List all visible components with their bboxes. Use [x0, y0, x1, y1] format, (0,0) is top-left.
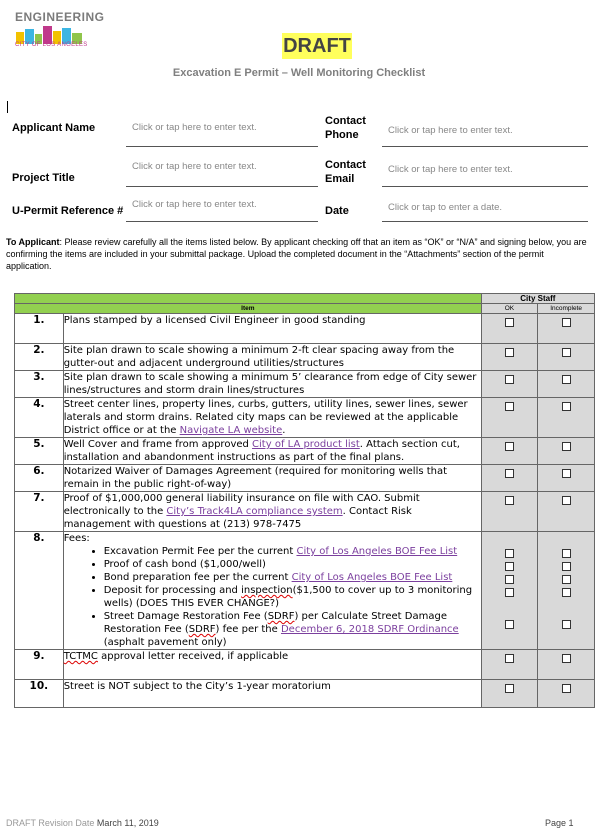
ok-checkbox-cell — [481, 680, 538, 708]
incomplete-checkbox-cell — [538, 344, 595, 371]
ok-checkbox[interactable] — [505, 469, 514, 478]
contact-phone-label-l1: Contact — [325, 115, 366, 127]
ok-checkbox-cell — [481, 344, 538, 371]
table-row — [15, 344, 595, 371]
row-number: 10. — [15, 680, 64, 708]
navigate-la-link[interactable]: Navigate LA website — [179, 425, 283, 436]
ok-checkbox[interactable] — [505, 496, 514, 505]
contact-phone-field[interactable]: Click or tap here to enter text. — [388, 125, 513, 136]
row-number: 6. — [15, 465, 64, 492]
row-text-body: Street center lines, property lines, curbs, gutters, utility lines, sewer lines, sewer laterals and storm drains. Related city maps can be reviewed at the applicable District office or at the — [63, 399, 468, 436]
ok-checkbox[interactable] — [505, 588, 514, 597]
ok-checkbox[interactable] — [505, 654, 514, 663]
row-text-body: Proof of $1,000,000 general liability insurance on file with CAO. Submit electronically to the — [63, 493, 420, 517]
fee-text: (asphalt pavement only) — [103, 637, 227, 648]
incomplete-checkbox[interactable] — [562, 684, 571, 693]
boe-fee-list-link[interactable]: City of Los Angeles BOE Fee List — [291, 572, 453, 583]
header-green-band — [15, 294, 482, 304]
logo-engineering: ENGINEERING — [15, 10, 105, 24]
contact-email-underline — [382, 186, 588, 187]
incomplete-checkbox[interactable] — [562, 442, 571, 451]
row-number: 5. — [15, 438, 64, 465]
table-row — [15, 371, 595, 398]
table-row — [15, 438, 595, 465]
fee-text: ) fee per the — [215, 624, 281, 635]
contact-phone-label — [325, 114, 366, 142]
ok-checkbox[interactable] — [505, 318, 514, 327]
row-text-body: Well Cover and frame from approved — [63, 439, 253, 450]
ok-checkbox-cell — [481, 465, 538, 492]
la-product-list-link[interactable]: City of LA product list — [252, 439, 360, 450]
ok-checkbox[interactable] — [505, 562, 514, 571]
row-number: 2. — [15, 344, 64, 371]
fee-text-flagged: SDRF — [188, 624, 216, 635]
applicant-name-label: Applicant Name — [12, 122, 96, 134]
incomplete-checkbox-cell — [538, 680, 595, 708]
ok-checkbox-cell — [481, 532, 538, 650]
instructions-lead: To Applicant — [6, 237, 60, 247]
row-text: Site plan drawn to scale showing a minimum 5’ clearance from edge of City sewer lines/structures and storm drain lines/structures — [63, 371, 481, 398]
incomplete-checkbox-cell — [538, 371, 595, 398]
revision-date-value: March 11, 2019 — [96, 818, 159, 828]
fee-item — [104, 571, 481, 584]
row-number: 9. — [15, 650, 64, 680]
ok-checkbox-cell — [481, 438, 538, 465]
fee-text: ($1,500 to cover up to 3 monitoring wells) (DOES THIS EVER CHANGE?) — [103, 585, 473, 609]
ok-checkbox[interactable] — [505, 442, 514, 451]
page-number: Page 1 — [545, 818, 574, 828]
row-text: Notarized Waiver of Damages Agreement (required for monitoring wells that remain in the public right-of-way) — [63, 465, 481, 492]
incomplete-checkbox[interactable] — [562, 375, 571, 384]
incomplete-checkbox[interactable] — [562, 496, 571, 505]
table-row — [15, 465, 595, 492]
incomplete-checkbox[interactable] — [562, 588, 571, 597]
row-text: Street is NOT subject to the City’s 1-year moratorium — [63, 680, 481, 708]
ok-checkbox-cell — [481, 650, 538, 680]
fee-item — [104, 558, 481, 571]
sdrf-ordinance-link[interactable]: December 6, 2018 SDRF Ordinance — [280, 624, 459, 635]
upermit-label: U-Permit Reference # — [12, 205, 124, 217]
contact-email-label-l1: Contact — [325, 159, 366, 171]
fee-text: Excavation Permit Fee per the current — [103, 546, 297, 557]
boe-fee-list-link[interactable]: City of Los Angeles BOE Fee List — [296, 546, 458, 557]
row-number: 3. — [15, 371, 64, 398]
incomplete-checkbox[interactable] — [562, 469, 571, 478]
row-text — [63, 650, 481, 680]
fee-text: ) per Calculate Street Damage Restoration Fee ( — [103, 611, 447, 635]
incomplete-checkbox-cell — [538, 398, 595, 438]
date-label: Date — [325, 205, 349, 217]
project-title-field[interactable]: Click or tap here to enter text. — [132, 161, 257, 172]
table-subheader-row — [15, 304, 595, 314]
row-text-tail: approval letter received, if applicable — [97, 651, 289, 662]
fee-item — [104, 610, 481, 649]
contact-phone-label-l2: Phone — [325, 129, 359, 141]
contact-phone-underline — [382, 146, 588, 147]
ok-checkbox[interactable] — [505, 402, 514, 411]
table-row — [15, 398, 595, 438]
ok-checkbox[interactable] — [505, 549, 514, 558]
upermit-underline — [126, 221, 318, 222]
fee-text: Bond preparation fee per the current — [103, 572, 292, 583]
row-number: 8. — [15, 532, 64, 650]
row-text-flagged: TCTMC — [63, 651, 98, 662]
table-row-fees — [15, 532, 595, 650]
ok-checkbox[interactable] — [505, 620, 514, 629]
contact-email-field[interactable]: Click or tap here to enter text. — [388, 164, 513, 175]
table-header-row — [15, 294, 595, 304]
incomplete-checkbox[interactable] — [562, 620, 571, 629]
date-underline — [382, 221, 588, 222]
ok-checkbox-cell — [481, 371, 538, 398]
fees-heading: Fees: — [63, 533, 90, 544]
row-text — [63, 438, 481, 465]
table-row — [15, 492, 595, 532]
row-text-tail: . Contact Risk management with questions at (213) 978-7475 — [63, 506, 412, 530]
ok-checkbox-cell — [481, 398, 538, 438]
incomplete-checkbox-cell — [538, 492, 595, 532]
ok-checkbox[interactable] — [505, 684, 514, 693]
row-number: 4. — [15, 398, 64, 438]
project-title-underline — [126, 186, 318, 187]
ok-checkbox[interactable] — [505, 348, 514, 357]
logo-city-text: CITY OF LOS ANGELES — [15, 42, 88, 48]
row-number: 7. — [15, 492, 64, 532]
fee-text-flagged: SDRF — [267, 611, 295, 622]
incomplete-checkbox-cell — [538, 465, 595, 492]
upermit-field[interactable]: Click or tap here to enter text. — [132, 199, 257, 210]
applicant-name-underline — [126, 146, 318, 147]
table-row — [15, 680, 595, 708]
incomplete-checkbox[interactable] — [562, 575, 571, 584]
incomplete-checkbox-cell — [538, 314, 595, 344]
revision-label: DRAFT Revision Date — [6, 818, 95, 828]
track4la-link[interactable]: City’s Track4LA compliance system — [166, 506, 343, 517]
row-number: 1. — [15, 314, 64, 344]
incomplete-header: Incomplete — [538, 304, 595, 314]
incomplete-checkbox[interactable] — [562, 562, 571, 571]
row-text — [63, 532, 481, 650]
row-text-tail: . — [282, 425, 286, 436]
applicant-name-field[interactable]: Click or tap here to enter text. — [132, 122, 257, 133]
date-field[interactable]: Click or tap to enter a date. — [388, 202, 503, 213]
table-row — [15, 314, 595, 344]
fee-item — [104, 545, 481, 558]
fee-text: Street Damage Restoration Fee ( — [103, 611, 268, 622]
fee-text: Deposit for processing and — [103, 585, 242, 596]
ok-checkbox[interactable] — [505, 575, 514, 584]
city-staff-header: City Staff — [481, 294, 594, 304]
incomplete-checkbox[interactable] — [562, 402, 571, 411]
ok-header: OK — [481, 304, 538, 314]
row-text: Site plan drawn to scale showing a minimum 2-ft clear spacing away from the gutter-out and adjacent underground utilities/structures — [63, 344, 481, 371]
incomplete-checkbox-cell — [538, 438, 595, 465]
ok-checkbox-cell — [481, 314, 538, 344]
revision-date — [6, 818, 159, 828]
incomplete-checkbox[interactable] — [562, 654, 571, 663]
applicant-instructions — [6, 236, 588, 272]
document-title: Excavation E Permit – Well Monitoring Checklist — [172, 67, 426, 79]
row-text — [63, 492, 481, 532]
incomplete-checkbox[interactable] — [562, 318, 571, 327]
text-cursor — [7, 101, 8, 113]
table-row — [15, 650, 595, 680]
incomplete-checkbox[interactable] — [562, 348, 571, 357]
item-header: Item — [15, 304, 482, 314]
fees-list — [64, 545, 481, 649]
contact-email-label — [325, 158, 366, 186]
row-text-tail: . Attach section cut, installation and abandonment instructions as part of the final plans. — [63, 439, 460, 463]
ok-checkbox[interactable] — [505, 375, 514, 384]
fee-text: Proof of cash bond ($1,000/well) — [103, 559, 266, 570]
fee-text-flagged: inspection — [241, 585, 293, 596]
draft-banner: DRAFT — [283, 35, 351, 57]
contact-email-label-l2: Email — [325, 173, 355, 185]
project-title-label: Project Title — [12, 172, 75, 184]
ok-checkbox-cell — [481, 492, 538, 532]
row-text: Plans stamped by a licensed Civil Engineer in good standing — [63, 314, 481, 344]
fee-item — [104, 584, 481, 610]
row-text — [63, 398, 481, 438]
incomplete-checkbox-cell — [538, 650, 595, 680]
incomplete-checkbox-cell — [538, 532, 595, 650]
incomplete-checkbox[interactable] — [562, 549, 571, 558]
instructions-text: : Please review carefully all the items listed below. By applicant checking off that an item as “OK” or “N/A” and signing below, you are confirming the items are included in your submittal package. Upload the completed document in the “Attachments” section of the permit application. — [6, 237, 587, 271]
checklist-table — [14, 293, 595, 708]
